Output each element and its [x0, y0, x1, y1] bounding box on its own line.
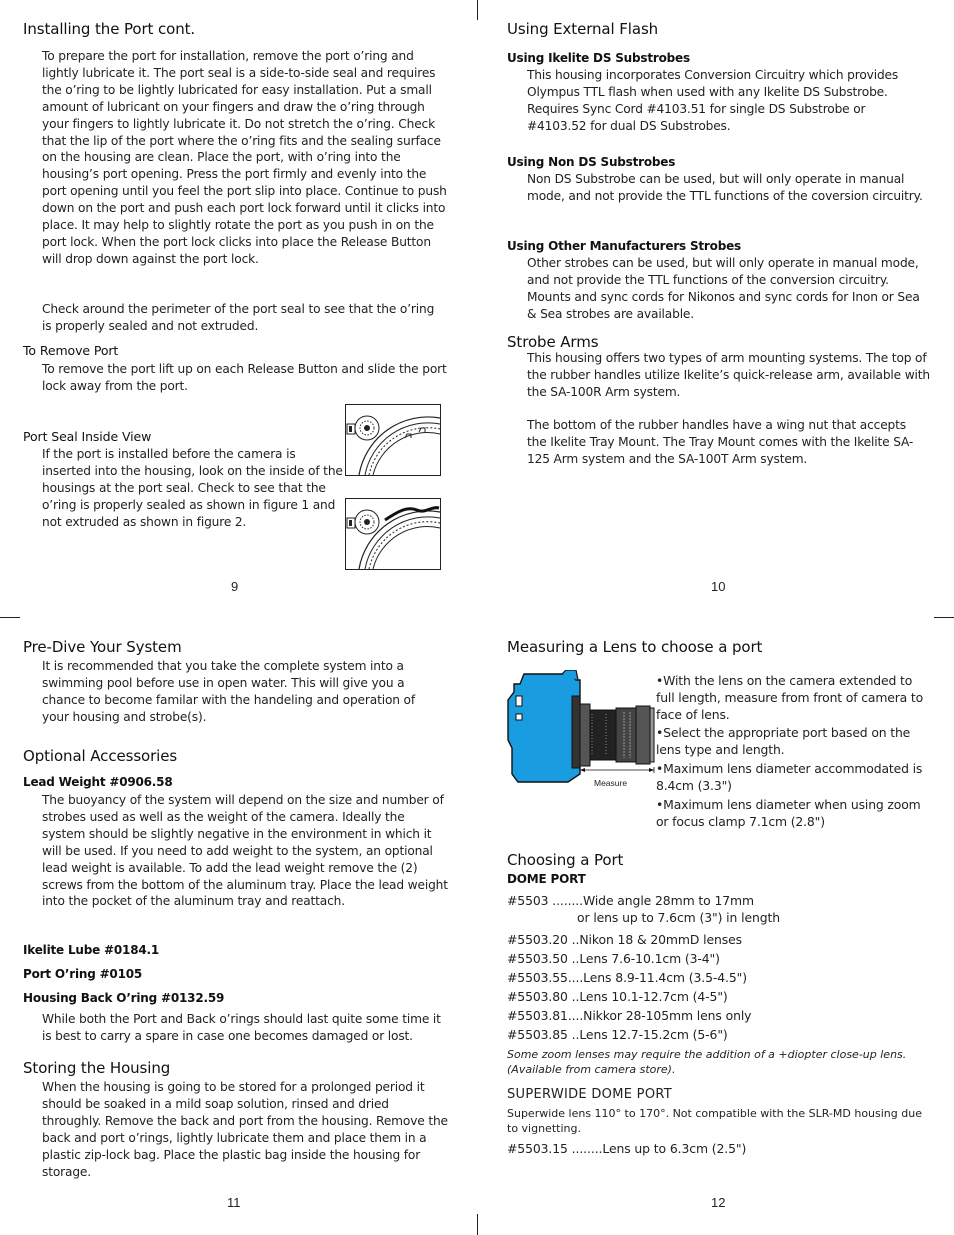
zoom-lens-note: Some zoom lenses may require the addition of a +diopter close-up lens. (Available from camera store). [507, 1048, 907, 1076]
measure-bullet-2: •Select the appropriate port based on the lens type and length. [656, 725, 911, 757]
predive-heading: Pre-Dive Your System [23, 638, 182, 656]
measure-label: Measure [594, 778, 628, 788]
predive-text: It is recommended that you take the complete system into a swimming pool before use in open water. This will give you a chance to become familar with the handeling and operation of your housing and strobe(s). [42, 659, 415, 724]
storing-housing-text: When the housing is going to be stored for a prolonged period it should be soaked in a mild soap solution, rinsed and dried throughly. Remove the back and port from the housing. Remove the back and port o’rings, lightly lubricate them and place them in a plastic zip-lock bag. Place the plastic bag inside the housing for storage. [42, 1080, 448, 1179]
crop-mark-left [0, 617, 20, 618]
superwide-row-5503-15: #5503.15 ........Lens up to 6.3cm (2.5") [507, 1141, 747, 1156]
page-number-11: 11 [227, 1195, 241, 1210]
choosing-port-heading: Choosing a Port [507, 851, 624, 869]
strobe-arms-text-1: This housing offers two types of arm mounting systems. The top of the rubber handles utilize Ikelite’s quick-release arm, available with the SA-100R Arm system. [527, 351, 930, 399]
port-seal-figure-1 [345, 404, 441, 476]
dome-port-heading: DOME PORT [507, 872, 586, 886]
dome-port-row-5503-55: #5503.55....Lens 8.9-11.4cm (3.5-4.5") [507, 970, 747, 985]
measuring-lens-heading: Measuring a Lens to choose a port [507, 638, 763, 656]
page9-paragraph-2: Check around the perimeter of the port seal to see that the o’ring is properly sealed and not extruded. [42, 302, 435, 333]
ds-substrobes-text: This housing incorporates Conversion Circuitry which provides Olympus TTL flash when used with any Ikelite DS Substrobe. Requires Sync Cord #4103.51 for single DS Substrobe or #4103.52 for dual DS Substrobes. [527, 68, 899, 133]
strobe-arms-heading: Strobe Arms [507, 333, 599, 351]
dome-port-row-5503-20: #5503.20 ..Nikon 18 & 20mmD lenses [507, 932, 742, 947]
optional-accessories-heading: Optional Accessories [23, 747, 178, 765]
non-ds-substrobes-text: Non DS Substrobe can be used, but will only operate in manual mode, and not provide the TTL functions of the coversion circuitry. [527, 172, 923, 203]
dome-port-row-5503-cont: or lens up to 7.6cm (3") in length [577, 910, 781, 925]
port-seal-text: If the port is installed before the camera is inserted into the housing, look on the inside of the housings at the port seal. Check to see that the o’ring is properly sealed as shown in figure 1 and not extruded as shown in figure 2. [42, 447, 343, 529]
page-number-9: 9 [231, 579, 239, 594]
port-seal-figure-2 [345, 498, 441, 570]
other-strobes-text: Other strobes can be used, but will only operate in manual mode, and not provide the TTL functions of the conversion circuitry. Mounts and sync cords for Nikonos and sync cords for Inon or Sea & Sea strobes are available. [527, 256, 920, 321]
page9-paragraph-1: To prepare the port for installation, remove the port o’ring and lightly lubricate it. The port seal is a side-to-side seal and requires the o’ring to be lightly lubricated for easy installation. Put a small amount of lubricant on your fingers and draw the o’ring through your fingers to lightly lubricate it. Do not stretch the o’ring. Check that the lip of the port where the o’ring fits and the sealing surface on the housing are clean. Place the port, with o’ring into the housing’s port opening. Press the port firmly and evenly into the port opening until you feel the port slip into place. Continue to push down on the port and push each port lock forward until it clicks into place. It may help to slightly rotate the port as you push in on the port lock. When the port lock clicks into place the Release Button will drop down against the port lock. [42, 49, 447, 266]
dome-port-row-5503-81: #5503.81....Nikkor 28-105mm lens only [507, 1008, 752, 1023]
page9-title: Installing the Port cont. [23, 20, 196, 38]
remove-port-text: To remove the port lift up on each Release Button and slide the port lock away from the port. [42, 362, 447, 393]
lead-weight-heading: Lead Weight #0906.58 [23, 775, 173, 789]
housing-back-oring-heading: Housing Back O’ring #0132.59 [23, 991, 225, 1005]
remove-port-heading: To Remove Port [23, 343, 119, 358]
dome-port-row-5503-50: #5503.50 ..Lens 7.6-10.1cm (3-4") [507, 951, 720, 966]
lead-weight-text: The buoyancy of the system will depend on the size and number of strobes used as well as the weight of the camera. Ideally the system should be slightly negative in the environment in which it will be used. If you need to add weight to the system, an optional lead weight is available. To add the lead weight remove the (2) screws from the bottom of the aluminum tray. Place the lead weight into the pocket of the aluminum tray and reattach. [42, 793, 448, 909]
dome-port-row-5503: #5503 ........Wide angle 28mm to 17mm [507, 893, 754, 908]
measure-bullet-1: •With the lens on the camera extended to full length, measure from front of camera to face of lens. [656, 673, 924, 722]
port-oring-heading: Port O’ring #0105 [23, 967, 143, 981]
page-number-12: 12 [711, 1195, 726, 1210]
strobe-arms-text-2: The bottom of the rubber handles have a wing nut that accepts the Ikelite Tray Mount. The Tray Mount comes with the Ikelite SA-125 Arm system and the SA-100T Arm system. [527, 418, 914, 466]
non-ds-substrobes-heading: Using Non DS Substrobes [507, 155, 676, 169]
ikelite-lube-heading: Ikelite Lube #0184.1 [23, 943, 159, 957]
storing-housing-heading: Storing the Housing [23, 1059, 171, 1077]
superwide-dome-port-heading: SUPERWIDE DOME PORT [507, 1087, 672, 1102]
measure-bullet-4: •Maximum lens diameter when using zoom or focus clamp 7.1cm (2.8") [656, 797, 921, 829]
housing-back-oring-text: While both the Port and Back o’rings should last quite some time it is best to carry a spare in case one becomes damaged or lost. [42, 1012, 441, 1043]
page-number-10: 10 [711, 579, 726, 594]
camera-lens-illustration [506, 670, 656, 795]
superwide-note: Superwide lens 110° to 170°. Not compatible with the SLR-MD housing due to vignetting. [507, 1107, 922, 1135]
dome-port-row-5503-85: #5503.85 ..Lens 12.7-15.2cm (5-6") [507, 1027, 728, 1042]
measure-bullet-3: •Maximum lens diameter accommodated is 8.4cm (3.3") [656, 761, 923, 793]
port-seal-heading: Port Seal Inside View [23, 429, 152, 444]
crop-mark-right [934, 617, 954, 618]
crop-mark-bottom [477, 1214, 478, 1235]
other-strobes-heading: Using Other Manufacturers Strobes [507, 239, 741, 253]
ds-substrobes-heading: Using Ikelite DS Substrobes [507, 51, 690, 65]
crop-mark-top [477, 0, 478, 20]
page10-title: Using External Flash [507, 20, 659, 38]
dome-port-row-5503-80: #5503.80 ..Lens 10.1-12.7cm (4-5") [507, 989, 728, 1004]
